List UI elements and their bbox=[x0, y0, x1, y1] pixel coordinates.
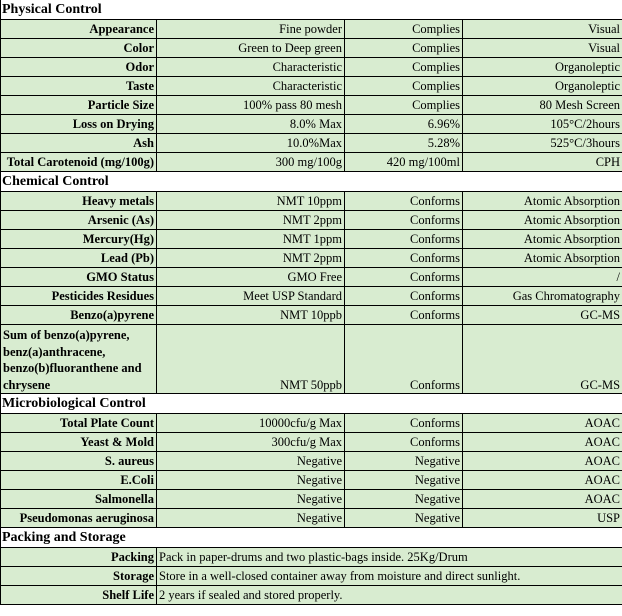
item-label: Taste bbox=[1, 77, 157, 96]
result-cell: Negative bbox=[345, 452, 463, 471]
result-cell: Conforms bbox=[345, 249, 463, 268]
table-row bbox=[1, 490, 622, 509]
table-row bbox=[1, 325, 622, 394]
table-row bbox=[1, 433, 622, 452]
method-cell: Visual bbox=[463, 20, 622, 39]
result-cell: Conforms bbox=[345, 192, 463, 211]
table-row bbox=[1, 287, 622, 306]
spec-cell: Meet USP Standard bbox=[157, 287, 345, 306]
spec-cell: NMT 50ppb bbox=[157, 325, 345, 394]
table-row bbox=[1, 509, 622, 528]
spec-cell: NMT 10ppb bbox=[157, 306, 345, 325]
table-row bbox=[1, 58, 622, 77]
result-cell: Complies bbox=[345, 20, 463, 39]
item-label: GMO Status bbox=[1, 268, 157, 287]
item-label: Sum of benzo(a)pyrene, benz(a)anthracene, benzo(b)fluoranthene and chrysene bbox=[1, 325, 157, 394]
spec-cell: Characteristic bbox=[157, 58, 345, 77]
result-cell: Negative bbox=[345, 471, 463, 490]
packing-label: Shelf Life bbox=[1, 586, 157, 605]
method-cell: Atomic Absorption bbox=[463, 249, 622, 268]
table-row bbox=[1, 115, 622, 134]
item-label: Pseudomonas aeruginosa bbox=[1, 509, 157, 528]
table-row bbox=[1, 211, 622, 230]
spec-cell: Negative bbox=[157, 452, 345, 471]
method-cell: 80 Mesh Screen bbox=[463, 96, 622, 115]
method-cell: CPH bbox=[463, 153, 622, 172]
coa-table-body bbox=[1, 0, 622, 605]
result-cell: Conforms bbox=[345, 306, 463, 325]
item-label: Particle Size bbox=[1, 96, 157, 115]
method-cell: 105°C/2hours bbox=[463, 115, 622, 134]
table-row bbox=[1, 39, 622, 58]
table-row bbox=[1, 153, 622, 172]
result-cell: Complies bbox=[345, 77, 463, 96]
physical-control-section-title: Physical Control bbox=[1, 0, 622, 20]
result-cell: Conforms bbox=[345, 325, 463, 394]
result-cell: Conforms bbox=[345, 211, 463, 230]
spec-cell: Fine powder bbox=[157, 20, 345, 39]
table-row bbox=[1, 471, 622, 490]
item-label: Mercury(Hg) bbox=[1, 230, 157, 249]
result-cell: Negative bbox=[345, 490, 463, 509]
result-cell: Complies bbox=[345, 39, 463, 58]
method-cell: AOAC bbox=[463, 452, 622, 471]
item-label: Yeast & Mold bbox=[1, 433, 157, 452]
spec-cell: Characteristic bbox=[157, 77, 345, 96]
table-row bbox=[1, 77, 622, 96]
result-cell: Conforms bbox=[345, 230, 463, 249]
result-cell: Complies bbox=[345, 58, 463, 77]
packing-text: Pack in paper-drums and two plastic-bags inside. 25Kg/Drum bbox=[157, 548, 622, 567]
result-cell: 420 mg/100ml bbox=[345, 153, 463, 172]
item-label: Arsenic (As) bbox=[1, 211, 157, 230]
method-cell: GC-MS bbox=[463, 325, 622, 394]
method-cell: USP bbox=[463, 509, 622, 528]
item-label: Total Carotenoid (mg/100g) bbox=[1, 153, 157, 172]
table-row bbox=[1, 96, 622, 115]
table-row bbox=[1, 567, 622, 586]
method-cell: AOAC bbox=[463, 471, 622, 490]
spec-cell: 300cfu/g Max bbox=[157, 433, 345, 452]
spec-cell: 300 mg/100g bbox=[157, 153, 345, 172]
table-row bbox=[1, 192, 622, 211]
result-cell: Conforms bbox=[345, 414, 463, 433]
packing-storage-section-title: Packing and Storage bbox=[1, 528, 622, 548]
item-label: Ash bbox=[1, 134, 157, 153]
method-cell: Organoleptic bbox=[463, 77, 622, 96]
spec-cell: 10.0%Max bbox=[157, 134, 345, 153]
spec-cell: NMT 10ppm bbox=[157, 192, 345, 211]
packing-storage-header-row bbox=[1, 528, 622, 548]
item-label: Heavy metals bbox=[1, 192, 157, 211]
item-label: Appearance bbox=[1, 20, 157, 39]
spec-cell: Negative bbox=[157, 471, 345, 490]
table-row bbox=[1, 586, 622, 605]
spec-cell: 100% pass 80 mesh bbox=[157, 96, 345, 115]
item-label: Benzo(a)pyrene bbox=[1, 306, 157, 325]
table-row bbox=[1, 230, 622, 249]
microbiological-control-section-title: Microbiological Control bbox=[1, 394, 622, 414]
physical-control-header-row bbox=[1, 0, 622, 20]
microbiological-control-header-row bbox=[1, 394, 622, 414]
item-label: Salmonella bbox=[1, 490, 157, 509]
result-cell: 6.96% bbox=[345, 115, 463, 134]
table-row bbox=[1, 548, 622, 567]
spec-cell: NMT 1ppm bbox=[157, 230, 345, 249]
result-cell: 5.28% bbox=[345, 134, 463, 153]
result-cell: Conforms bbox=[345, 268, 463, 287]
method-cell: Visual bbox=[463, 39, 622, 58]
packing-text: 2 years if sealed and stored properly. bbox=[157, 586, 622, 605]
item-label: Total Plate Count bbox=[1, 414, 157, 433]
result-cell: Conforms bbox=[345, 287, 463, 306]
result-cell: Conforms bbox=[345, 433, 463, 452]
packing-label: Storage bbox=[1, 567, 157, 586]
method-cell: Organoleptic bbox=[463, 58, 622, 77]
spec-cell: NMT 2ppm bbox=[157, 211, 345, 230]
method-cell: Gas Chromatography bbox=[463, 287, 622, 306]
spec-cell: 8.0% Max bbox=[157, 115, 345, 134]
spec-cell: Green to Deep green bbox=[157, 39, 345, 58]
method-cell: 525°C/3hours bbox=[463, 134, 622, 153]
method-cell: Atomic Absorption bbox=[463, 192, 622, 211]
table-row bbox=[1, 268, 622, 287]
method-cell: Atomic Absorption bbox=[463, 211, 622, 230]
item-label: Odor bbox=[1, 58, 157, 77]
spec-cell: 10000cfu/g Max bbox=[157, 414, 345, 433]
method-cell: AOAC bbox=[463, 433, 622, 452]
item-label: Loss on Drying bbox=[1, 115, 157, 134]
method-cell: AOAC bbox=[463, 414, 622, 433]
result-cell: Negative bbox=[345, 509, 463, 528]
method-cell: GC-MS bbox=[463, 306, 622, 325]
chemical-control-section-title: Chemical Control bbox=[1, 172, 622, 192]
table-row bbox=[1, 452, 622, 471]
spec-cell: GMO Free bbox=[157, 268, 345, 287]
chemical-control-header-row bbox=[1, 172, 622, 192]
table-row bbox=[1, 306, 622, 325]
item-label: Pesticides Residues bbox=[1, 287, 157, 306]
packing-text: Store in a well-closed container away from moisture and direct sunlight. bbox=[157, 567, 622, 586]
spec-cell: NMT 2ppm bbox=[157, 249, 345, 268]
spec-cell: Negative bbox=[157, 509, 345, 528]
item-label: E.Coli bbox=[1, 471, 157, 490]
item-label: S. aureus bbox=[1, 452, 157, 471]
table-row bbox=[1, 414, 622, 433]
item-label: Lead (Pb) bbox=[1, 249, 157, 268]
item-label: Color bbox=[1, 39, 157, 58]
table-row bbox=[1, 134, 622, 153]
result-cell: Complies bbox=[345, 96, 463, 115]
packing-label: Packing bbox=[1, 548, 157, 567]
method-cell: / bbox=[463, 268, 622, 287]
table-row bbox=[1, 20, 622, 39]
method-cell: Atomic Absorption bbox=[463, 230, 622, 249]
method-cell: AOAC bbox=[463, 490, 622, 509]
table-row bbox=[1, 249, 622, 268]
spec-cell: Negative bbox=[157, 490, 345, 509]
